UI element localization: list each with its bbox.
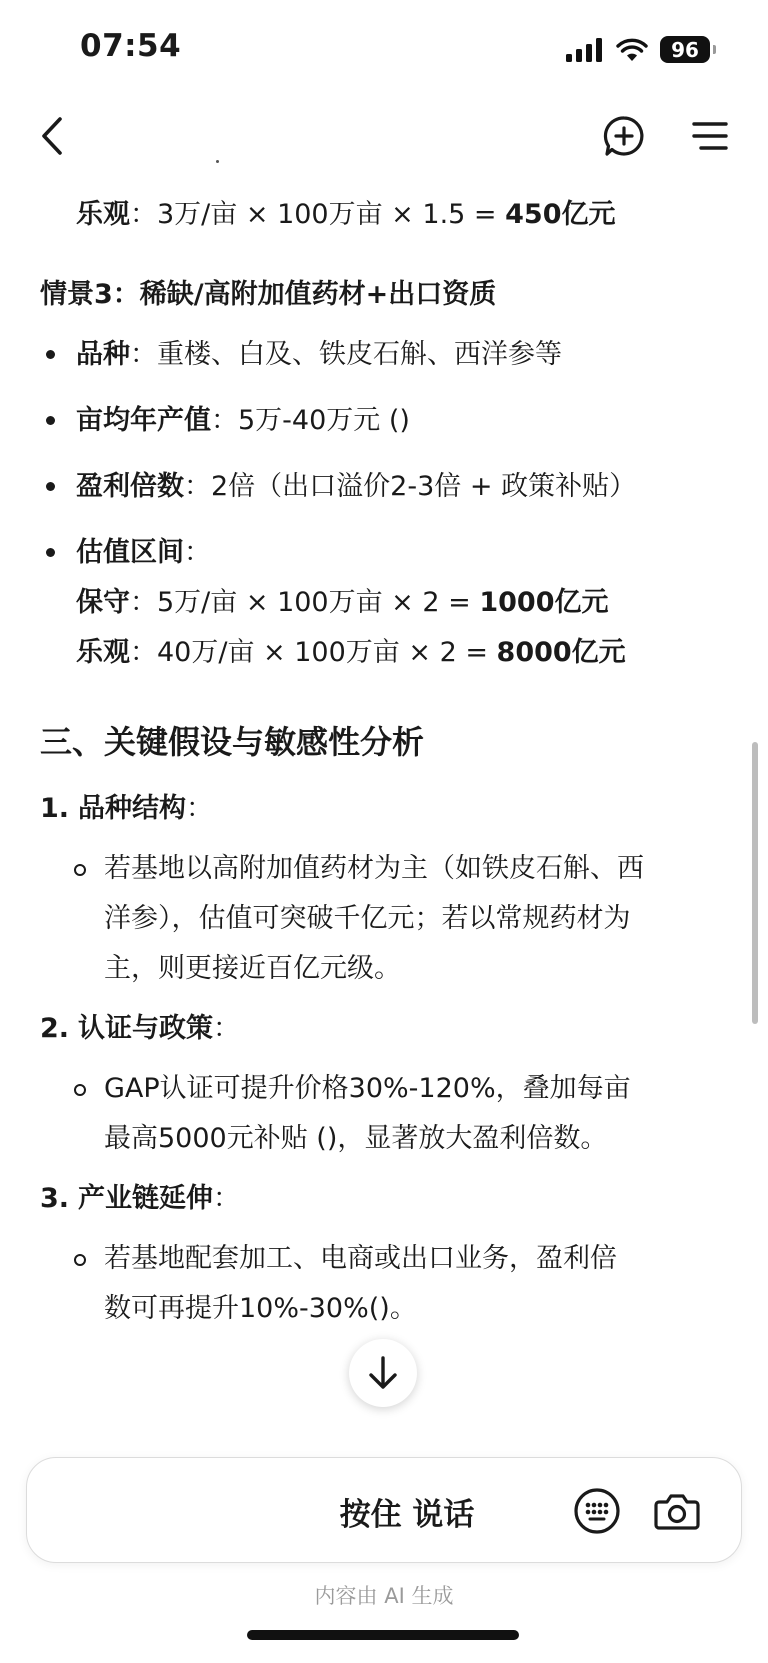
numbered-item <box>40 784 728 994</box>
numbered-item <box>40 1004 728 1164</box>
hold-to-talk-button[interactable]: 按住 说话 <box>339 1496 475 1533</box>
item-number: 3. <box>40 1183 70 1214</box>
variety-text: ：重楼、白及、铁皮石斛、西洋参等 <box>130 339 562 370</box>
text-line: 最高5000元补贴 ()，显著放大盈利倍数。 <box>104 1123 608 1154</box>
optimistic-label: 乐观 <box>76 199 130 230</box>
text-line: 数可再提升10%-30%()。 <box>104 1293 417 1324</box>
sub-list-item <box>40 1234 728 1334</box>
optimistic-result: 8000亿元 <box>496 637 626 668</box>
status-icons <box>566 36 716 63</box>
item-number: 1. <box>40 793 70 824</box>
item-colon: ： <box>213 1013 240 1044</box>
sub-list-item <box>40 844 728 994</box>
output-text: ：5万-40万元 () <box>211 405 410 436</box>
text-line: 洋参），估值可突破千亿元；若以常规药材为 <box>104 903 631 934</box>
valuation-colon: ： <box>184 537 211 568</box>
list-item <box>40 330 728 380</box>
scroll-down-button[interactable] <box>349 1339 417 1407</box>
sub-list <box>40 844 728 994</box>
item-title: 产业链延伸 <box>78 1183 213 1214</box>
text-line: GAP认证可提升价格30%-120%，叠加每亩 <box>104 1073 631 1104</box>
wifi-icon <box>616 38 648 62</box>
battery-icon <box>660 36 710 63</box>
numbered-item <box>40 1174 728 1334</box>
item-title: 品种结构 <box>78 793 186 824</box>
battery-level: 96 <box>671 37 699 62</box>
output-label: 亩均年产值 <box>76 405 211 436</box>
profit-label: 盈利倍数 <box>76 471 184 502</box>
arrow-down-icon <box>366 1354 400 1392</box>
conservative-label: 保守 <box>76 587 130 618</box>
item-number: 2. <box>40 1013 70 1044</box>
status-time: 07:54 <box>80 28 182 64</box>
text-line: 主，则更接近百亿元级。 <box>104 953 401 984</box>
battery-tip <box>713 45 716 54</box>
list-item <box>40 462 728 512</box>
list-item <box>40 528 728 678</box>
scrollbar[interactable] <box>752 742 758 1024</box>
profit-text: ：2倍（出口溢价2-3倍 + 政策补贴） <box>184 471 637 502</box>
menu-icon <box>691 120 729 152</box>
ai-disclaimer: 内容由 AI 生成 <box>314 1584 454 1608</box>
item-colon: ： <box>186 793 213 824</box>
variety-label: 品种 <box>76 339 130 370</box>
conservative-result: 1000亿元 <box>479 587 609 618</box>
optimistic-formula: ：3万/亩 × 100万亩 × 1.5 = <box>130 199 506 230</box>
sub-list <box>40 1064 728 1164</box>
text-line: 若基地以高附加值药材为主（如铁皮石斛、西 <box>104 853 644 884</box>
text-line: 若基地配套加工、电商或出口业务，盈利倍 <box>104 1243 617 1274</box>
scenario3-list <box>40 330 728 678</box>
section3-heading: 三、关键假设与敏感性分析 <box>40 723 425 761</box>
sub-list-item <box>40 1064 728 1164</box>
valuation-label: 估值区间 <box>76 537 184 568</box>
camera-icon <box>653 1490 701 1532</box>
camera-button[interactable] <box>651 1485 703 1537</box>
keyboard-button[interactable] <box>571 1485 623 1537</box>
optimistic-label: 乐观 <box>76 637 130 668</box>
signal-icon <box>566 38 604 62</box>
scenario3-title: 情景3：稀缺/高附加值药材+出口资质 <box>40 279 497 310</box>
prev-optimistic-line <box>40 190 728 240</box>
keyboard-icon <box>573 1487 621 1535</box>
conservative-formula: ：5万/亩 × 100万亩 × 2 = <box>130 587 480 618</box>
list-item <box>40 396 728 446</box>
optimistic-line <box>76 628 728 678</box>
item-colon: ： <box>213 1183 240 1214</box>
clipped-text-fragment <box>216 160 219 163</box>
message-content <box>0 150 768 1440</box>
conservative-line <box>76 578 728 628</box>
status-bar <box>0 0 768 100</box>
sub-list <box>40 1234 728 1334</box>
input-bar <box>26 1457 742 1563</box>
home-indicator <box>247 1630 519 1640</box>
optimistic-result: 450亿元 <box>505 199 616 230</box>
optimistic-formula: ：40万/亩 × 100万亩 × 2 = <box>130 637 497 668</box>
item-title: 认证与政策 <box>78 1013 213 1044</box>
